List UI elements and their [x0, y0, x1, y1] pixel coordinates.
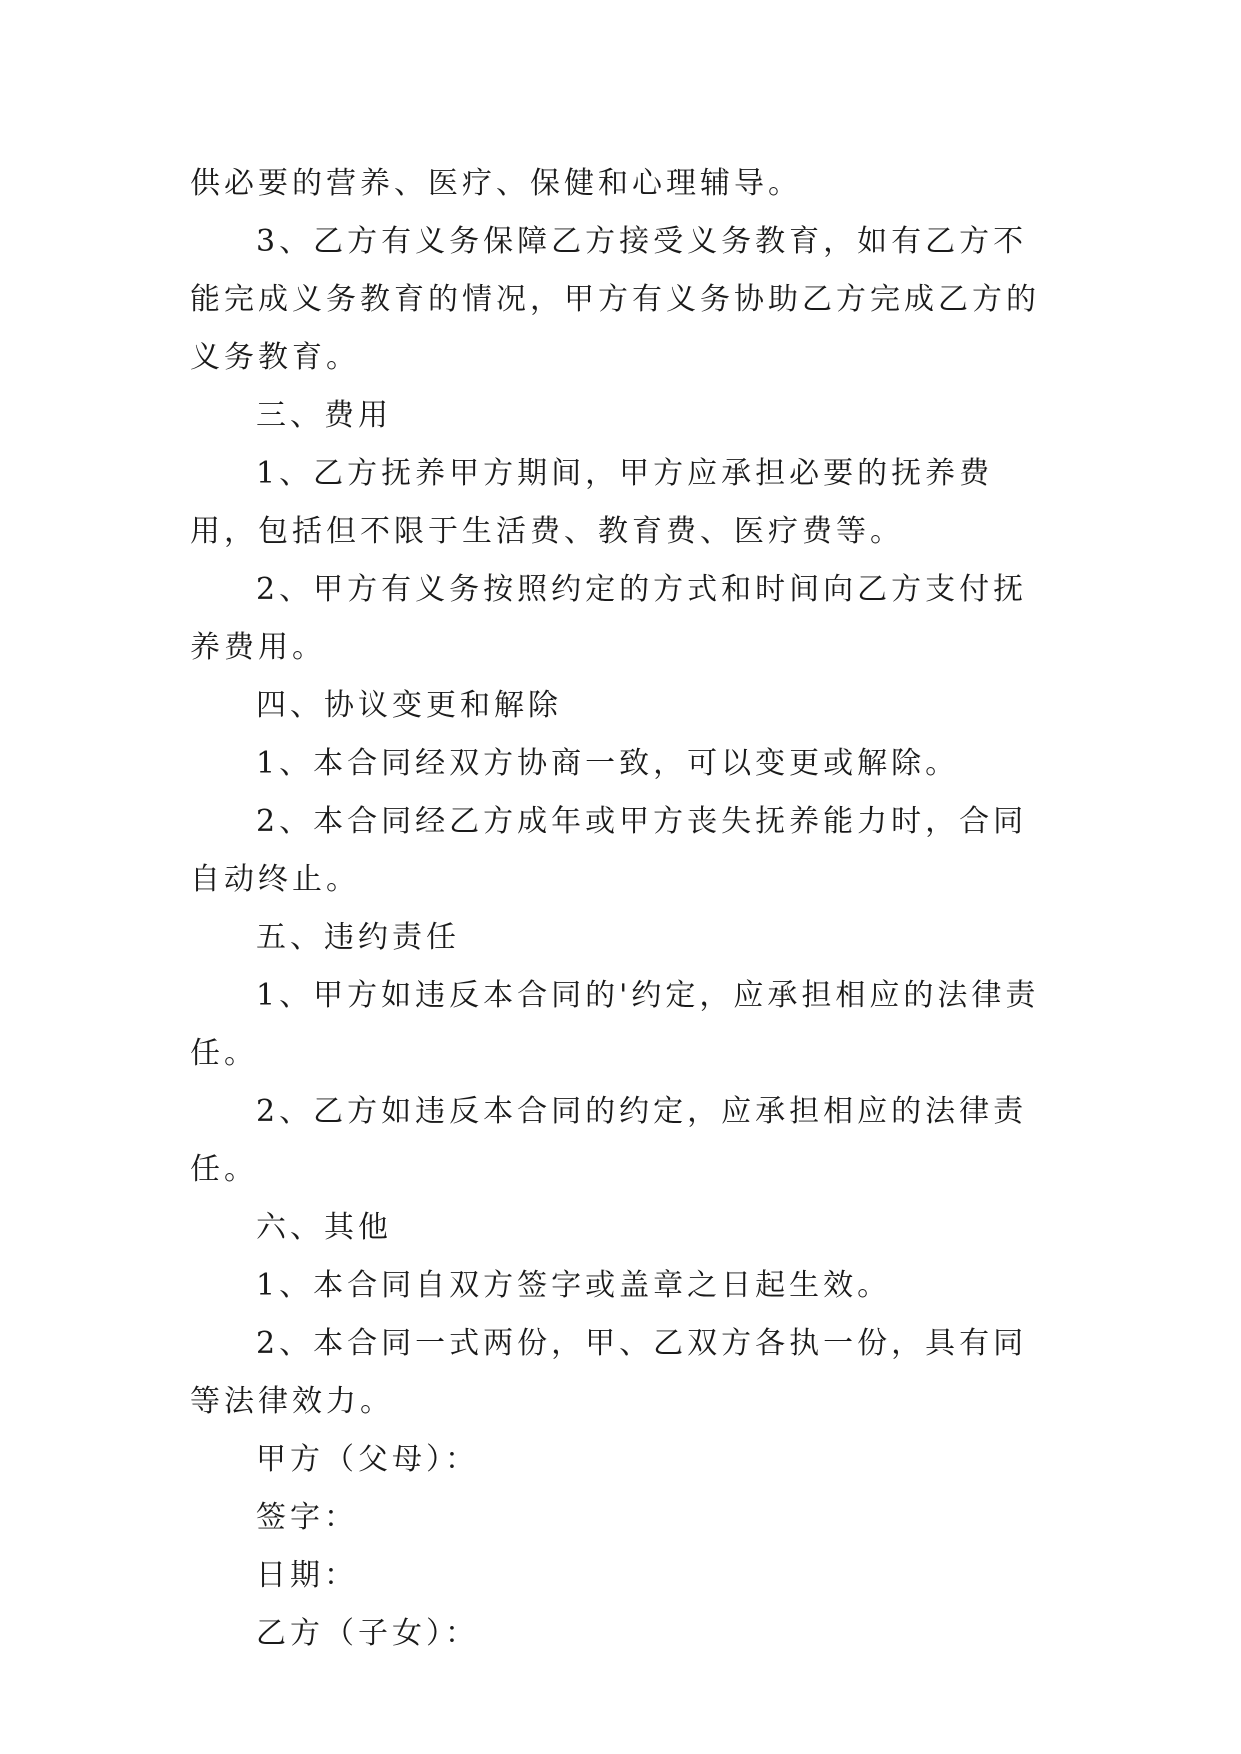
signature-party-a: 甲方（父母）：	[256, 1442, 479, 1477]
paragraph-clause-6-1: 1、本合同自双方签字或盖章之日起生效。	[256, 1268, 892, 1303]
paragraph-clause-4-2: 2、本合同经乙方成年或甲方丧失抚养能力时，合同自动终止。	[190, 804, 1028, 897]
paragraph-clause-4-1: 1、本合同经双方协商一致，可以变更或解除。	[256, 746, 960, 781]
paragraph-clause-3-1: 1、乙方抚养甲方期间，甲方应承担必要的抚养费用，包括但不限于生活费、教育费、医疗费等。	[190, 456, 994, 549]
paragraph-clause-3-2: 2、甲方有义务按照约定的方式和时间向乙方支付抚养费用。	[190, 572, 1028, 665]
paragraph-clause-2-3: 3、乙方有义务保障乙方接受义务教育，如有乙方不能完成义务教育的情况，甲方有义务协助乙方完成乙方的义务教育。	[190, 224, 1040, 375]
document-page	[190, 155, 1060, 1663]
paragraph-clause-5-1: 1、甲方如违反本合同的'约定，应承担相应的法律责任。	[190, 978, 1040, 1071]
signature-label: 签字：	[256, 1500, 358, 1535]
paragraph-clause-6-2: 2、本合同一式两份，甲、乙双方各执一份，具有同等法律效力。	[190, 1326, 1028, 1419]
section-heading-amendment: 四、协议变更和解除	[256, 688, 562, 723]
section-heading-other: 六、其他	[256, 1210, 392, 1245]
date-label: 日期：	[256, 1558, 358, 1593]
paragraph-continuation: 供必要的营养、医疗、保健和心理辅导。	[190, 166, 802, 201]
section-heading-fees: 三、费用	[256, 398, 392, 433]
section-heading-liability: 五、违约责任	[256, 920, 460, 955]
signature-party-b: 乙方（子女）：	[256, 1616, 479, 1651]
paragraph-clause-5-2: 2、乙方如违反本合同的约定，应承担相应的法律责任。	[190, 1094, 1028, 1187]
